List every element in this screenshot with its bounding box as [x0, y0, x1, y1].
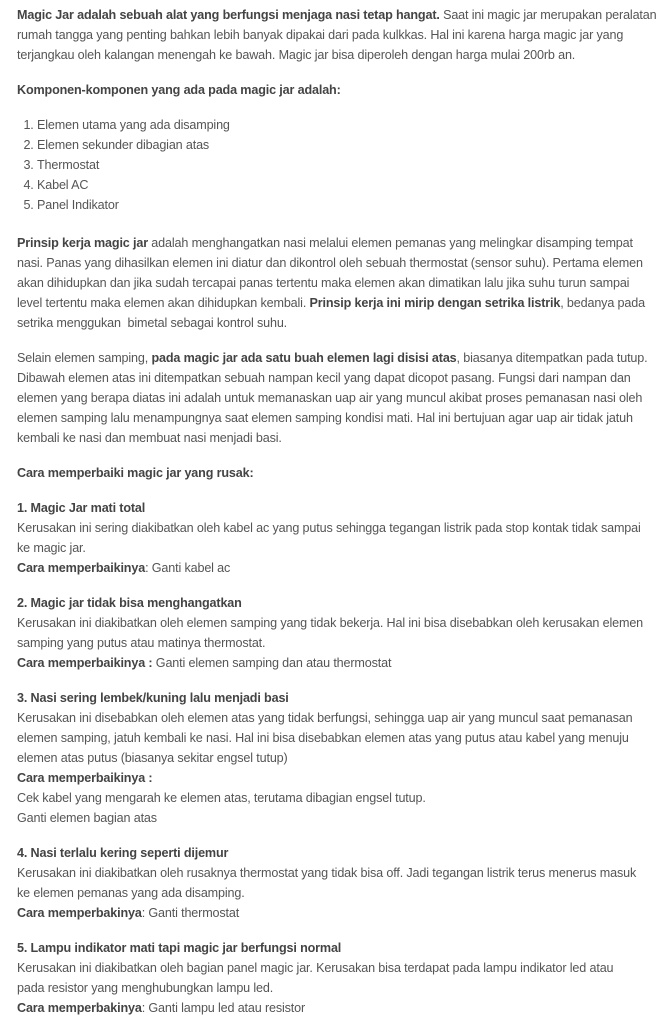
text: ke magic jar. — [17, 541, 86, 555]
text: samping yang putus atau matinya thermostat. — [17, 636, 266, 650]
text-line — [17, 348, 658, 368]
bold-text: Magic Jar adalah sebuah alat yang berfungsi menjaga nasi tetap hangat. — [17, 8, 440, 22]
bold-text: 3. Nasi sering lembek/kuning lalu menjadi basi — [17, 691, 289, 705]
section-paragraph — [17, 463, 658, 483]
bold-text: Cara memperbakinya — [17, 906, 142, 920]
text-line — [17, 518, 658, 538]
component-item: 1. Elemen utama yang ada disamping — [37, 115, 658, 135]
text: ke elemen pemanas yang ada disamping. — [17, 886, 245, 900]
text: elemen samping lalu menampungnya saat elemen samping kondisi mati. Hal ini bertujuan agar uap air tidak jatuh — [17, 411, 633, 425]
text-line — [17, 293, 658, 313]
bold-text: Cara memperbaiki magic jar yang rusak: — [17, 466, 254, 480]
text: elemen atas putus (biasanya sekitar engsel tutup) — [17, 751, 288, 765]
text-line — [17, 883, 658, 903]
text-line — [17, 653, 658, 673]
text: : Ganti kabel ac — [145, 561, 231, 575]
text-line — [17, 428, 658, 448]
component-item: 5. Panel Indikator — [37, 195, 658, 215]
text: level tertentu maka elemen akan dihidupkan kembali. — [17, 296, 310, 310]
text-line — [17, 253, 658, 273]
text: elemen samping, jatuh kembali ke nasi. Hal ini bisa disebabkan elemen atas yang putus atau kabel yang menuju — [17, 731, 629, 745]
text-line — [17, 748, 658, 768]
text-line — [17, 273, 658, 293]
text-line — [17, 313, 658, 333]
intro-paragraph — [17, 5, 658, 65]
text-line — [17, 45, 658, 65]
text: : Ganti lampu led atau resistor — [141, 1001, 306, 1015]
text: Dibawah elemen atas ini ditempatkan sebuah nampan kecil yang dapat dicopot pasang. Fungsi dari nampan dan — [17, 371, 631, 385]
bold-text: pada magic jar ada satu buah elemen lagi disisi atas — [151, 351, 457, 365]
text-line — [17, 958, 658, 978]
text-line — [17, 388, 658, 408]
text-line — [17, 558, 658, 578]
text-line — [17, 80, 658, 100]
component-item: 3. Thermostat — [37, 155, 658, 175]
component-item: 2. Elemen sekunder dibagian atas — [37, 135, 658, 155]
text-line — [17, 998, 658, 1018]
bold-text: Prinsip kerja ini mirip dengan setrika listrik — [309, 296, 561, 310]
text-line — [17, 863, 658, 883]
bold-text: Cara memperbaikinya : — [17, 771, 153, 785]
section-paragraph — [17, 938, 658, 1018]
section-paragraph — [17, 688, 658, 828]
text: setrika menggukan bimetal sebagai kontrol suhu. — [17, 316, 288, 330]
text: terjangkau oleh kalangan menengah ke bawah. Magic jar bisa diperoleh dengan harga mulai 200rb an. — [17, 48, 576, 62]
text-line — [17, 5, 658, 25]
section-paragraph — [17, 348, 658, 448]
components-list — [17, 115, 658, 215]
text-line — [17, 25, 658, 45]
text: Saat ini magic jar merupakan peralatan — [439, 8, 657, 22]
text-line — [17, 233, 658, 253]
bold-text: 2. Magic jar tidak bisa menghangatkan — [17, 596, 242, 610]
text: , bedanya pada — [560, 296, 645, 310]
bold-text: 4. Nasi terlalu kering seperti dijemur — [17, 846, 229, 860]
text: adalah menghangatkan nasi melalui elemen pemanas yang melingkar disamping tempat — [147, 236, 633, 250]
text: Kerusakan ini diakibatkan oleh bagian panel magic jar. Kerusakan bisa terdapat pada lampu indikator led atau — [17, 961, 614, 975]
text-line — [17, 788, 658, 808]
text-line — [17, 463, 658, 483]
text-line — [17, 613, 658, 633]
text: akan dihidupkan dan jika sudah tercapai panas tertentu maka elemen akan dimatikan lalu jika suhu turun sampai — [17, 276, 630, 290]
text-line — [17, 728, 658, 748]
text: rumah tangga yang penting bahkan lebih banyak dipakai dari pada kulkkas. Hal ini karena harga magic jar yang — [17, 28, 624, 42]
text-line — [17, 593, 658, 613]
text: Cek kabel yang mengarah ke elemen atas, terutama dibagian engsel tutup. — [17, 791, 426, 805]
text: Ganti elemen samping dan atau thermostat — [152, 656, 392, 670]
section-paragraph — [17, 233, 658, 333]
text-line — [17, 408, 658, 428]
components-heading — [17, 80, 658, 100]
text: Kerusakan ini diakibatkan oleh elemen samping yang tidak bekerja. Hal ini bisa disebabkan oleh kerusakan elemen — [17, 616, 644, 630]
text: pada resistor yang menghubungkan lampu led. — [17, 981, 274, 995]
text: Kerusakan ini diakibatkan oleh rusaknya thermostat yang tidak bisa off. Jadi tegangan listrik terus menerus masuk — [17, 866, 637, 880]
text: kembali ke nasi dan membuat nasi menjadi basi. — [17, 431, 282, 445]
text: Kerusakan ini disebabkan oleh elemen atas yang tidak berfungsi, sehingga uap air yang muncul saat pemanasan — [17, 711, 633, 725]
section-paragraph — [17, 498, 658, 578]
section-paragraph — [17, 593, 658, 673]
text-line — [17, 978, 658, 998]
text-line — [17, 633, 658, 653]
section-paragraph — [17, 843, 658, 923]
component-item: 4. Kabel AC — [37, 175, 658, 195]
text-line — [17, 688, 658, 708]
bold-text: 5. Lampu indikator mati tapi magic jar berfungsi normal — [17, 941, 342, 955]
text: , biasanya ditempatkan pada tutup. — [456, 351, 648, 365]
bold-text: Cara memperbaikinya — [17, 561, 146, 575]
text: Kerusakan ini sering diakibatkan oleh kabel ac yang putus sehingga tegangan listrik pada stop kontak tidak sampai — [17, 521, 641, 535]
bold-text: Komponen-komponen yang ada pada magic jar adalah: — [17, 83, 341, 97]
text: nasi. Panas yang dihasilkan elemen ini diatur dan dikontrol oleh sebuah thermostat (sensor suhu). Pertama elemen — [17, 256, 643, 270]
bold-text: Cara memperbakinya — [17, 1001, 142, 1015]
text: Selain elemen samping, — [17, 351, 152, 365]
text-line — [17, 843, 658, 863]
text-line — [17, 903, 658, 923]
text-line — [17, 538, 658, 558]
bold-text: Prinsip kerja magic jar — [17, 236, 148, 250]
text-line — [17, 368, 658, 388]
text-line — [17, 768, 658, 788]
text: elemen yang berapa diatas ini adalah untuk memanaskan uap air yang muncul akibat proses pemanasan nasi oleh — [17, 391, 643, 405]
text: : Ganti thermostat — [141, 906, 240, 920]
text: Ganti elemen bagian atas — [17, 811, 157, 825]
article-sections — [17, 233, 658, 1018]
text-line — [17, 808, 658, 828]
bold-text: 1. Magic Jar mati total — [17, 501, 146, 515]
bold-text: Cara memperbaikinya : — [17, 656, 153, 670]
text-line — [17, 708, 658, 728]
text-line — [17, 498, 658, 518]
text-line — [17, 938, 658, 958]
